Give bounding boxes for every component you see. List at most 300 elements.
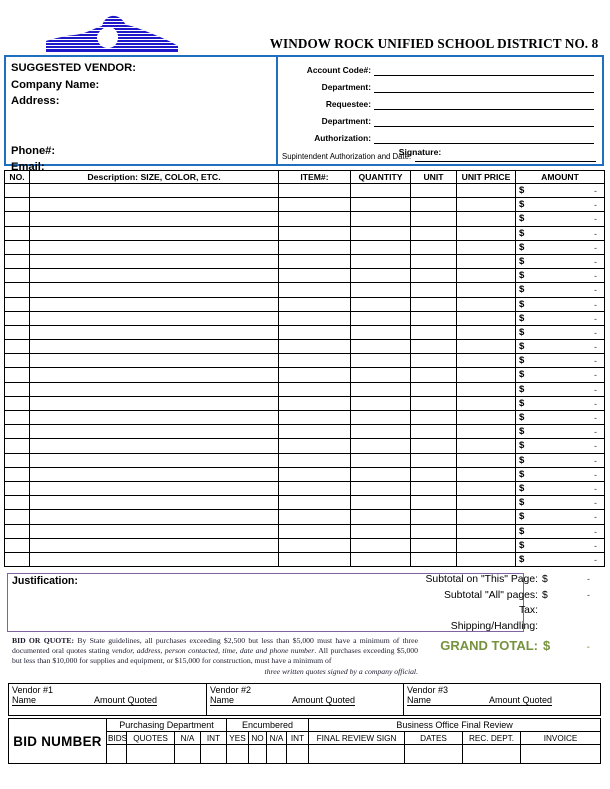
grand-total-row	[406, 638, 606, 658]
cell-amount[interactable]	[516, 269, 605, 283]
amount-value: -	[594, 554, 597, 565]
cell-unit[interactable]	[411, 524, 457, 538]
cell-item[interactable]	[279, 340, 351, 354]
cell-amount[interactable]	[516, 524, 605, 538]
address-input-area[interactable]	[11, 110, 276, 143]
cell-description[interactable]	[30, 325, 279, 339]
cell-no[interactable]	[5, 226, 30, 240]
cell-description[interactable]	[30, 538, 279, 552]
table-row	[5, 297, 605, 311]
cell-unit[interactable]	[411, 510, 457, 524]
suggested-vendor-section	[6, 57, 278, 173]
col-final-review-sign: FINAL REVIEW SIGN	[309, 732, 405, 745]
mesa-arch-logo-icon	[28, 8, 188, 54]
vendor-quote-cell-3[interactable]	[404, 684, 601, 716]
department-input-2[interactable]	[374, 111, 594, 127]
authorization-input[interactable]	[374, 128, 594, 144]
cell-no[interactable]	[5, 368, 30, 382]
legal-italic-1: vendor, address, person contacted, time, date and phone number	[111, 646, 315, 656]
cell-unit-price[interactable]	[457, 524, 516, 538]
cell-unit[interactable]	[411, 283, 457, 297]
cell-item[interactable]	[279, 481, 351, 495]
department-label-2: Department:	[321, 115, 371, 126]
cell-amount[interactable]	[516, 212, 605, 226]
cell-unit-price[interactable]	[457, 496, 516, 510]
superintendent-input[interactable]	[415, 150, 596, 162]
cell-quantity[interactable]	[351, 269, 411, 283]
cell-description[interactable]	[30, 382, 279, 396]
requestee-input[interactable]	[374, 94, 594, 110]
cell-unit[interactable]	[411, 354, 457, 368]
cell-unit-price[interactable]	[457, 481, 516, 495]
cell-unit[interactable]	[411, 325, 457, 339]
amount-currency-symbol: $	[519, 383, 525, 395]
col-header-description: Description: SIZE, COLOR, ETC.	[30, 171, 279, 184]
cell-no[interactable]	[5, 496, 30, 510]
cell-amount[interactable]	[516, 467, 605, 481]
amount-value: -	[594, 200, 597, 211]
cell-item[interactable]	[279, 226, 351, 240]
cell-description[interactable]	[30, 453, 279, 467]
legal-body-2: . All purchases exceeding $5,000 but less than $10,000 for supplies and equipment, or $15,000 for construction, must have a minimum of	[12, 646, 418, 666]
cell-unit[interactable]	[411, 467, 457, 481]
amount-currency-symbol: $	[519, 341, 525, 353]
amount-currency-symbol: $	[519, 440, 525, 452]
amount-currency-symbol: $	[519, 255, 525, 267]
subtotal-this-page-value: -	[587, 574, 590, 584]
cell-amount[interactable]	[516, 481, 605, 495]
cell-unit[interactable]	[411, 382, 457, 396]
subtotal-all-pages-row	[406, 590, 606, 606]
cell-unit[interactable]	[411, 340, 457, 354]
cell-unit[interactable]	[411, 184, 457, 198]
cell-no[interactable]	[5, 552, 30, 566]
cell-no[interactable]	[5, 510, 30, 524]
cell-item[interactable]	[279, 453, 351, 467]
cell-no[interactable]	[5, 439, 30, 453]
cell-amount[interactable]	[516, 510, 605, 524]
cell-quantity[interactable]	[351, 453, 411, 467]
cell-unit[interactable]	[411, 368, 457, 382]
cell-item[interactable]	[279, 552, 351, 566]
col-purchasing-na: N/A	[175, 732, 201, 745]
cell-item[interactable]	[279, 311, 351, 325]
table-row	[5, 240, 605, 254]
entry-invoice[interactable]	[521, 745, 601, 764]
cell-quantity[interactable]	[351, 198, 411, 212]
cell-amount[interactable]	[516, 552, 605, 566]
cell-description[interactable]	[30, 481, 279, 495]
cell-amount[interactable]	[516, 311, 605, 325]
table-row	[5, 311, 605, 325]
cell-unit-price[interactable]	[457, 283, 516, 297]
amount-currency-symbol: $	[519, 412, 525, 423]
table-row	[5, 425, 605, 439]
cell-description[interactable]	[30, 226, 279, 240]
amount-value: -	[594, 384, 597, 395]
cell-item[interactable]	[279, 368, 351, 382]
cell-quantity[interactable]	[351, 524, 411, 538]
header-block	[4, 55, 604, 173]
amount-currency-symbol: $	[519, 426, 525, 438]
subtotal-all-pages-currency: $	[542, 589, 548, 601]
col-header-unit: UNIT	[411, 171, 457, 184]
cell-no[interactable]	[5, 269, 30, 283]
cell-unit[interactable]	[411, 198, 457, 212]
cell-unit[interactable]	[411, 269, 457, 283]
amount-currency-symbol: $	[519, 326, 525, 338]
cell-amount[interactable]	[516, 240, 605, 254]
amount-value: -	[594, 327, 597, 338]
cell-item[interactable]	[279, 538, 351, 552]
cell-unit-price[interactable]	[457, 552, 516, 566]
cell-no[interactable]	[5, 396, 30, 410]
col-quotes: QUOTES	[127, 732, 175, 745]
table-row	[5, 439, 605, 453]
cell-unit-price[interactable]	[457, 254, 516, 268]
bid-approval-table	[8, 718, 601, 764]
legal-heading: BID OR QUOTE:	[12, 636, 75, 645]
cell-description[interactable]	[30, 269, 279, 283]
cell-amount[interactable]	[516, 368, 605, 382]
table-row	[5, 212, 605, 226]
cell-quantity[interactable]	[351, 368, 411, 382]
cell-description[interactable]	[30, 198, 279, 212]
cell-quantity[interactable]	[351, 481, 411, 495]
cell-unit[interactable]	[411, 254, 457, 268]
cell-amount[interactable]	[516, 354, 605, 368]
cell-item[interactable]	[279, 510, 351, 524]
cell-amount[interactable]	[516, 184, 605, 198]
cell-unit-price[interactable]	[457, 198, 516, 212]
cell-description[interactable]	[30, 354, 279, 368]
cell-description[interactable]	[30, 297, 279, 311]
group-encumbered: Encumbered	[227, 719, 309, 732]
entry-bids[interactable]	[107, 745, 127, 764]
cell-quantity[interactable]	[351, 354, 411, 368]
amount-value: -	[594, 413, 597, 423]
cell-no[interactable]	[5, 254, 30, 268]
legal-last-line: three written quotes signed by a company official.	[264, 666, 418, 676]
cell-unit-price[interactable]	[457, 340, 516, 354]
table-row	[5, 467, 605, 481]
cell-description[interactable]	[30, 524, 279, 538]
cell-item[interactable]	[279, 439, 351, 453]
cell-unit-price[interactable]	[457, 538, 516, 552]
table-row	[5, 382, 605, 396]
col-dates: DATES	[405, 732, 463, 745]
amount-value: -	[594, 299, 597, 310]
bid-group-header-row	[9, 719, 601, 732]
cell-unit[interactable]	[411, 311, 457, 325]
cell-no[interactable]	[5, 354, 30, 368]
superintendent-label: Supintendent Authorization and Date:	[282, 152, 412, 161]
line-items-table	[4, 170, 605, 567]
group-business-office-final-review: Business Office Final Review	[309, 719, 601, 732]
cell-quantity[interactable]	[351, 439, 411, 453]
col-header-amount: AMOUNT	[516, 171, 605, 184]
cell-item[interactable]	[279, 396, 351, 410]
cell-unit-price[interactable]	[457, 226, 516, 240]
cell-unit-price[interactable]	[457, 382, 516, 396]
amount-currency-symbol: $	[519, 227, 525, 239]
amount-value: -	[594, 242, 597, 253]
amount-value: -	[594, 455, 597, 466]
cell-quantity[interactable]	[351, 396, 411, 410]
department-input-1[interactable]	[374, 77, 594, 93]
amount-currency-symbol: $	[519, 511, 525, 523]
cell-description[interactable]	[30, 254, 279, 268]
cell-unit-price[interactable]	[457, 396, 516, 410]
cell-unit[interactable]	[411, 481, 457, 495]
cell-description[interactable]	[30, 283, 279, 297]
cell-item[interactable]	[279, 254, 351, 268]
subtotal-this-page-row	[406, 574, 606, 590]
cell-quantity[interactable]	[351, 325, 411, 339]
cell-amount[interactable]	[516, 297, 605, 311]
cell-unit[interactable]	[411, 411, 457, 425]
cell-item[interactable]	[279, 297, 351, 311]
vendor-3-name-label: Vendor #3 Name	[407, 685, 463, 706]
cell-description[interactable]	[30, 212, 279, 226]
cell-amount[interactable]	[516, 198, 605, 212]
cell-no[interactable]	[5, 212, 30, 226]
cell-no[interactable]	[5, 425, 30, 439]
cell-quantity[interactable]	[351, 226, 411, 240]
cell-unit[interactable]	[411, 297, 457, 311]
cell-unit-price[interactable]	[457, 453, 516, 467]
cell-quantity[interactable]	[351, 283, 411, 297]
cell-unit[interactable]	[411, 425, 457, 439]
table-row	[5, 411, 605, 425]
cell-amount[interactable]	[516, 396, 605, 410]
cell-no[interactable]	[5, 382, 30, 396]
cell-item[interactable]	[279, 283, 351, 297]
shipping-handling-row	[406, 621, 606, 637]
cell-quantity[interactable]	[351, 467, 411, 481]
cell-unit-price[interactable]	[457, 411, 516, 425]
bid-number-label[interactable]: BID NUMBER	[9, 719, 107, 764]
entry-purchasing-int[interactable]	[201, 745, 227, 764]
cell-item[interactable]	[279, 212, 351, 226]
cell-description[interactable]	[30, 510, 279, 524]
cell-no[interactable]	[5, 311, 30, 325]
account-code-label: Account Code#:	[306, 64, 371, 75]
entry-dates[interactable]	[405, 745, 463, 764]
entry-encumbered-yes[interactable]	[227, 745, 249, 764]
table-row	[5, 396, 605, 410]
cell-item[interactable]	[279, 411, 351, 425]
cell-unit-price[interactable]	[457, 297, 516, 311]
amount-value: -	[594, 427, 597, 438]
cell-no[interactable]	[5, 481, 30, 495]
cell-item[interactable]	[279, 382, 351, 396]
cell-no[interactable]	[5, 411, 30, 425]
amount-currency-symbol: $	[519, 270, 525, 282]
amount-currency-symbol: $	[519, 213, 525, 225]
cell-description[interactable]	[30, 184, 279, 198]
cell-unit[interactable]	[411, 226, 457, 240]
cell-item[interactable]	[279, 269, 351, 283]
cell-amount[interactable]	[516, 254, 605, 268]
cell-unit-price[interactable]	[457, 354, 516, 368]
cell-no[interactable]	[5, 340, 30, 354]
cell-quantity[interactable]	[351, 496, 411, 510]
cell-item[interactable]	[279, 467, 351, 481]
entry-encumbered-int[interactable]	[287, 745, 309, 764]
cell-description[interactable]	[30, 439, 279, 453]
entry-encumbered-no[interactable]	[249, 745, 267, 764]
grand-total-value: -	[586, 642, 590, 654]
cell-unit-price[interactable]	[457, 240, 516, 254]
table-row	[5, 325, 605, 339]
cell-unit-price[interactable]	[457, 325, 516, 339]
cell-amount[interactable]	[516, 538, 605, 552]
cell-no[interactable]	[5, 453, 30, 467]
amount-value: -	[594, 370, 597, 381]
cell-quantity[interactable]	[351, 254, 411, 268]
vendor-quote-cell-2[interactable]	[207, 684, 404, 716]
amount-currency-symbol: $	[519, 284, 525, 296]
cell-unit-price[interactable]	[457, 368, 516, 382]
amount-value: -	[594, 313, 597, 324]
cell-item[interactable]	[279, 496, 351, 510]
cell-no[interactable]	[5, 240, 30, 254]
cell-unit-price[interactable]	[457, 467, 516, 481]
cell-unit-price[interactable]	[457, 184, 516, 198]
cell-no[interactable]	[5, 538, 30, 552]
table-row	[5, 496, 605, 510]
district-logo	[28, 8, 188, 54]
subtotal-all-pages-label: Subtotal "All" pages:	[443, 589, 538, 601]
cell-unit-price[interactable]	[457, 212, 516, 226]
cell-unit[interactable]	[411, 453, 457, 467]
superintendent-row	[282, 150, 596, 162]
cell-amount[interactable]	[516, 283, 605, 297]
cell-unit[interactable]	[411, 552, 457, 566]
amount-currency-symbol: $	[519, 454, 525, 466]
cell-description[interactable]	[30, 552, 279, 566]
cell-item[interactable]	[279, 325, 351, 339]
entry-final-review-sign[interactable]	[309, 745, 405, 764]
cell-unit[interactable]	[411, 396, 457, 410]
cell-no[interactable]	[5, 198, 30, 212]
cell-quantity[interactable]	[351, 411, 411, 425]
amount-value: -	[594, 356, 597, 367]
amount-currency-symbol: $	[519, 199, 525, 211]
cell-unit-price[interactable]	[457, 510, 516, 524]
entry-quotes[interactable]	[127, 745, 175, 764]
cell-quantity[interactable]	[351, 382, 411, 396]
cell-unit[interactable]	[411, 496, 457, 510]
cell-description[interactable]	[30, 411, 279, 425]
phone-label: Phone#:	[11, 144, 56, 157]
cell-unit[interactable]	[411, 439, 457, 453]
amount-value: -	[594, 214, 597, 225]
cell-amount[interactable]	[516, 325, 605, 339]
cell-amount[interactable]	[516, 453, 605, 467]
cell-amount[interactable]	[516, 439, 605, 453]
cell-unit-price[interactable]	[457, 439, 516, 453]
table-row	[5, 510, 605, 524]
department-label-1: Department:	[321, 81, 371, 92]
cell-quantity[interactable]	[351, 552, 411, 566]
cell-item[interactable]	[279, 425, 351, 439]
cell-unit-price[interactable]	[457, 311, 516, 325]
cell-quantity[interactable]	[351, 240, 411, 254]
cell-no[interactable]	[5, 297, 30, 311]
cell-amount[interactable]	[516, 382, 605, 396]
company-name-label: Company Name:	[11, 78, 100, 91]
account-code-input[interactable]	[374, 60, 594, 76]
cell-unit-price[interactable]	[457, 425, 516, 439]
col-header-item: ITEM#:	[279, 171, 351, 184]
table-row	[5, 283, 605, 297]
cell-item[interactable]	[279, 198, 351, 212]
cell-no[interactable]	[5, 184, 30, 198]
cell-item[interactable]	[279, 524, 351, 538]
cell-no[interactable]	[5, 325, 30, 339]
cell-no[interactable]	[5, 524, 30, 538]
cell-quantity[interactable]	[351, 297, 411, 311]
cell-quantity[interactable]	[351, 425, 411, 439]
entry-rec-dept[interactable]	[463, 745, 521, 764]
cell-amount[interactable]	[516, 411, 605, 425]
cell-description[interactable]	[30, 311, 279, 325]
cell-unit[interactable]	[411, 240, 457, 254]
cell-no[interactable]	[5, 283, 30, 297]
cell-description[interactable]	[30, 368, 279, 382]
table-row	[5, 552, 605, 566]
cell-description[interactable]	[30, 425, 279, 439]
cell-quantity[interactable]	[351, 212, 411, 226]
col-rec-dept: REC. DEPT.	[463, 732, 521, 745]
cell-amount[interactable]	[516, 496, 605, 510]
cell-description[interactable]	[30, 240, 279, 254]
cell-description[interactable]	[30, 467, 279, 481]
col-encumbered-yes: YES	[227, 732, 249, 745]
entry-encumbered-na[interactable]	[267, 745, 287, 764]
cell-description[interactable]	[30, 496, 279, 510]
cell-amount[interactable]	[516, 226, 605, 240]
shipping-handling-label: Shipping/Handling:	[450, 620, 538, 632]
cell-description[interactable]	[30, 340, 279, 354]
amount-currency-symbol: $	[519, 397, 525, 409]
cell-item[interactable]	[279, 354, 351, 368]
table-row	[5, 184, 605, 198]
vendor-quote-cell-1[interactable]	[9, 684, 207, 716]
cell-quantity[interactable]	[351, 510, 411, 524]
cell-quantity[interactable]	[351, 340, 411, 354]
cell-quantity[interactable]	[351, 538, 411, 552]
entry-purchasing-na[interactable]	[175, 745, 201, 764]
cell-unit[interactable]	[411, 212, 457, 226]
cell-quantity[interactable]	[351, 184, 411, 198]
cell-unit[interactable]	[411, 538, 457, 552]
amount-value: -	[594, 271, 597, 282]
cell-amount[interactable]	[516, 340, 605, 354]
amount-value: -	[594, 483, 597, 494]
cell-quantity[interactable]	[351, 311, 411, 325]
cell-item[interactable]	[279, 184, 351, 198]
cell-description[interactable]	[30, 396, 279, 410]
cell-item[interactable]	[279, 240, 351, 254]
col-bids: BIDS	[108, 733, 128, 743]
cell-unit-price[interactable]	[457, 269, 516, 283]
cell-no[interactable]	[5, 467, 30, 481]
cell-amount[interactable]	[516, 425, 605, 439]
col-header-quantity: QUANTITY	[351, 171, 411, 184]
